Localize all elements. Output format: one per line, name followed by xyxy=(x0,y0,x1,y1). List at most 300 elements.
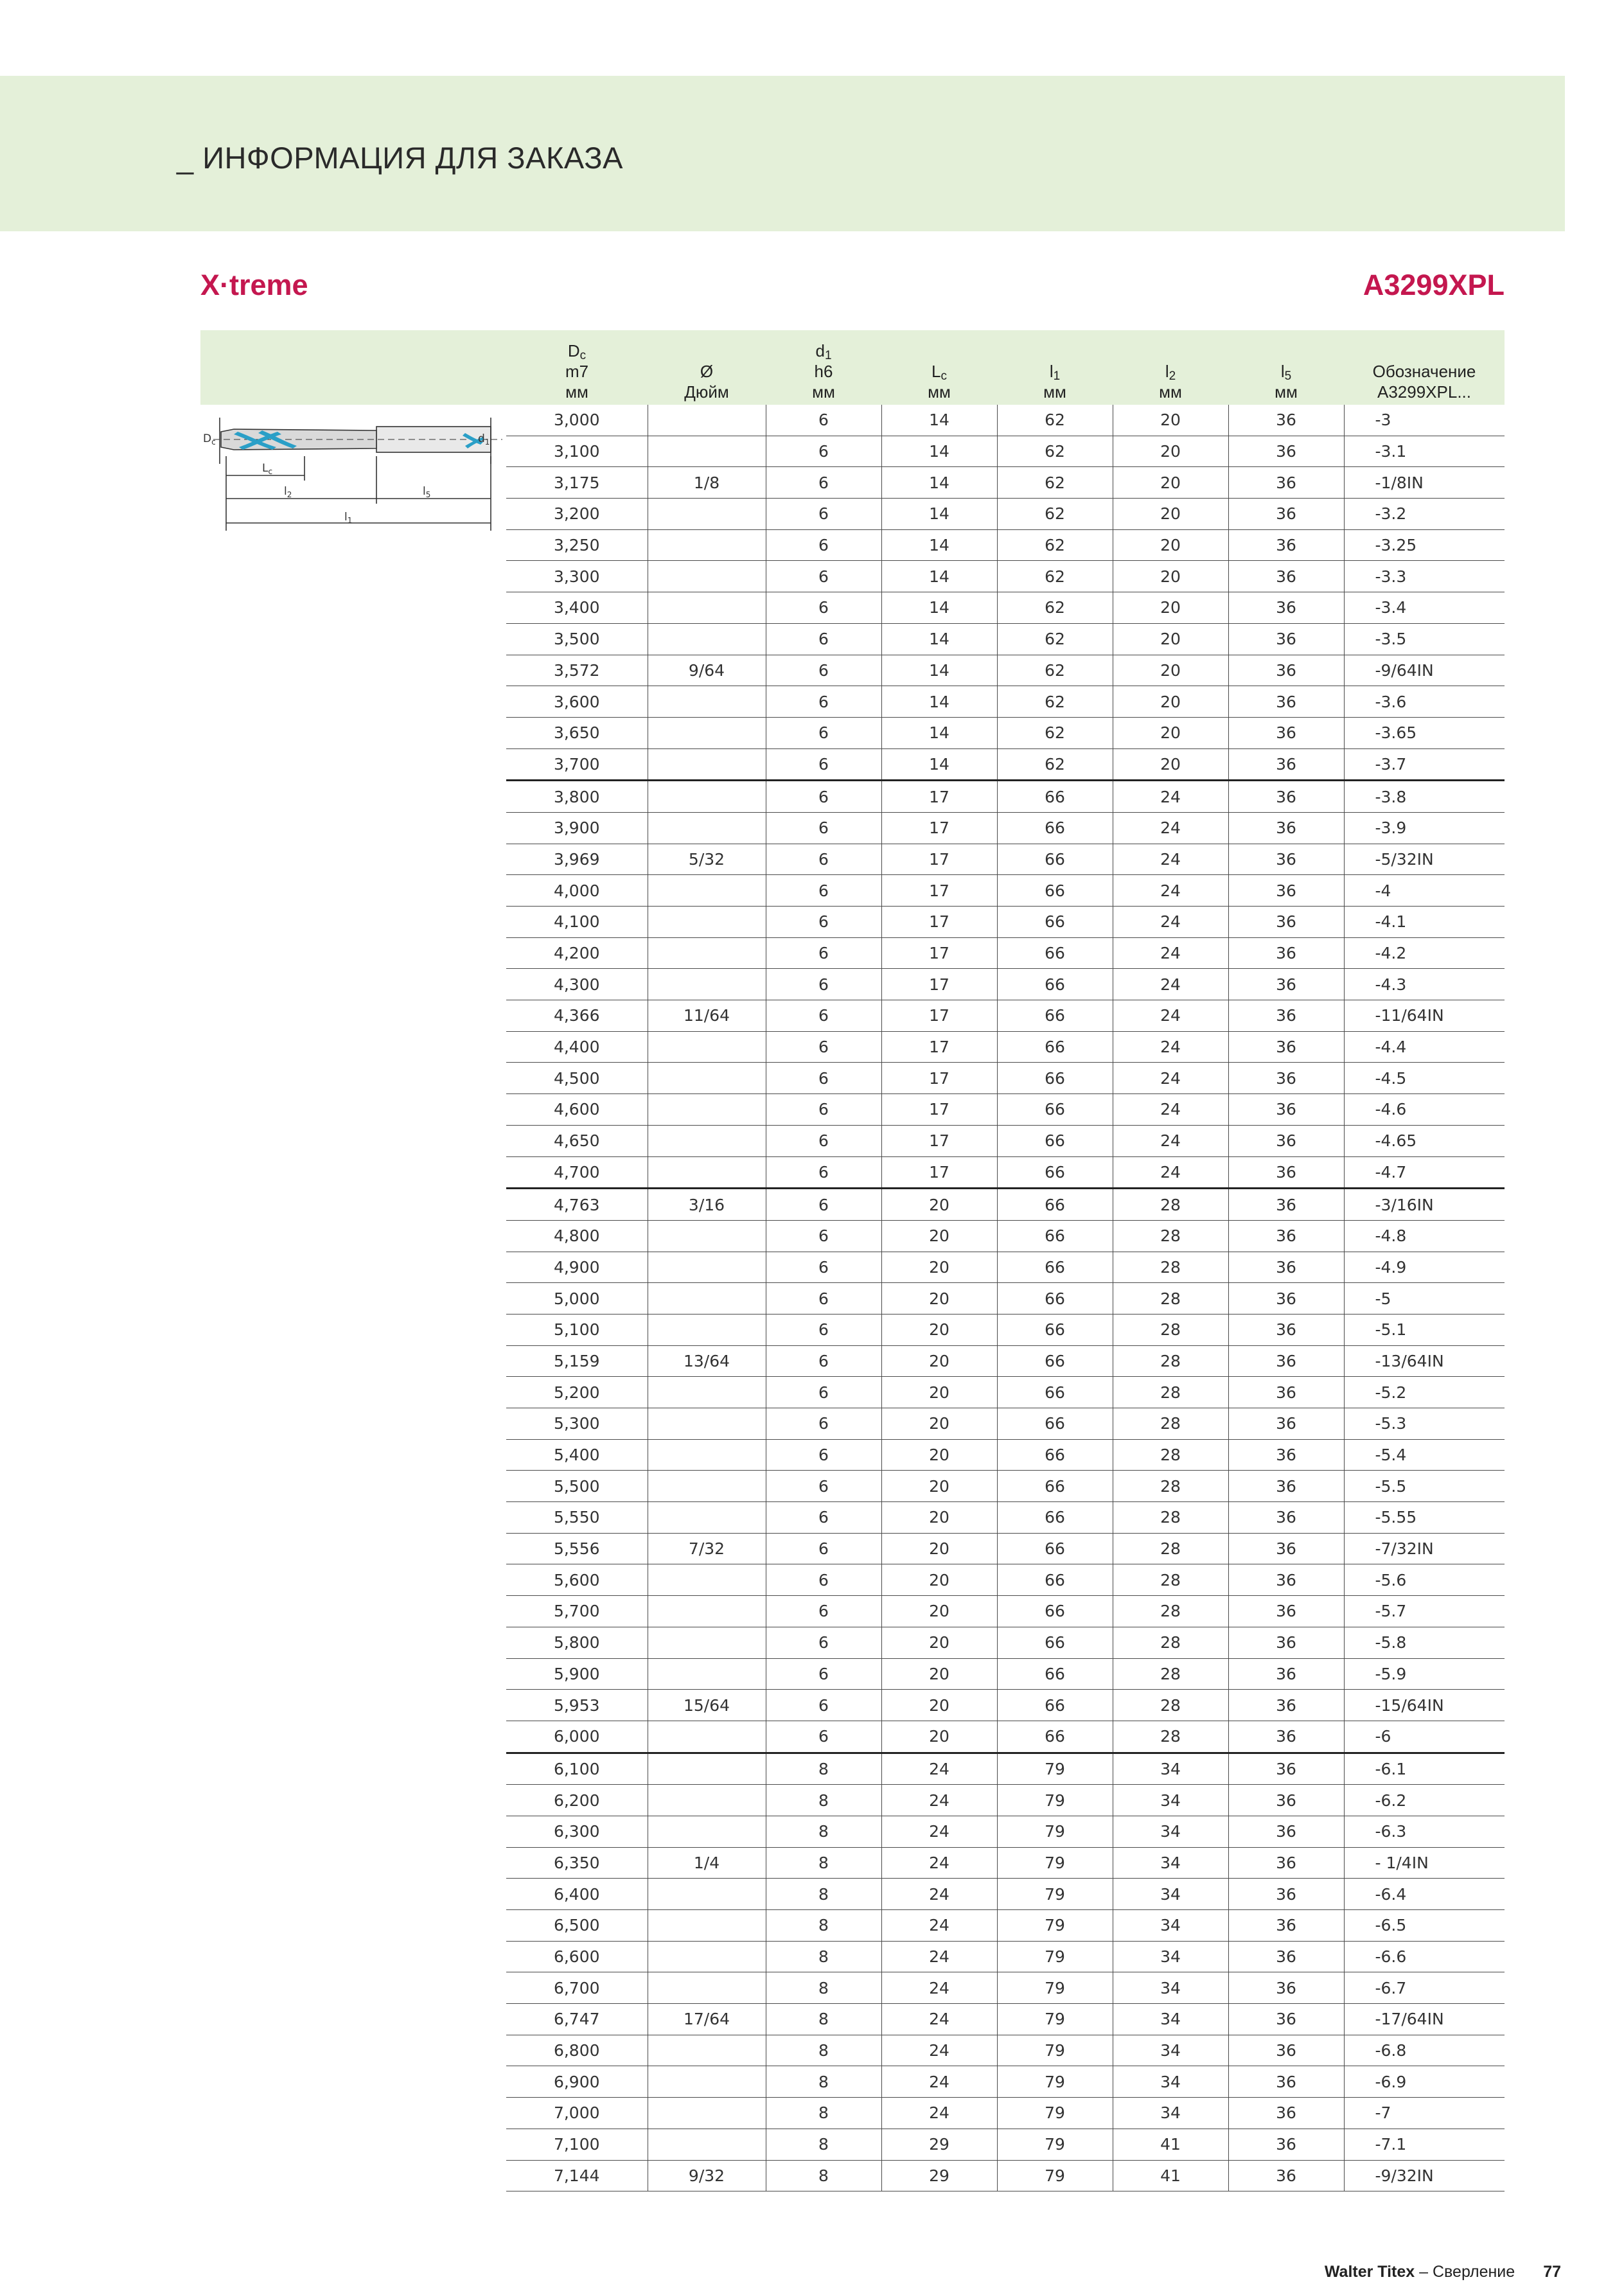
cell-d1: 6 xyxy=(766,561,881,592)
cell-inch: 9/64 xyxy=(648,655,766,686)
cell-inch xyxy=(648,1596,766,1627)
cell-lc: 14 xyxy=(881,529,997,561)
cell-inch: 7/32 xyxy=(648,1533,766,1564)
table-row xyxy=(506,1847,1505,1879)
cell-lc: 20 xyxy=(881,1502,997,1534)
cell-l2: 20 xyxy=(1113,748,1228,781)
cell-l2: 28 xyxy=(1113,1690,1228,1721)
cell-l2: 20 xyxy=(1113,499,1228,530)
cell-d1: 8 xyxy=(766,2129,881,2160)
cell-l2: 34 xyxy=(1113,1753,1228,1785)
cell-d1: 6 xyxy=(766,1377,881,1408)
cell-dc: 4,100 xyxy=(506,907,648,938)
cell-d1: 6 xyxy=(766,1345,881,1377)
cell-dc: 4,763 xyxy=(506,1189,648,1221)
table-row xyxy=(506,686,1505,718)
cell-lc: 17 xyxy=(881,907,997,938)
cell-inch: 11/64 xyxy=(648,1000,766,1032)
cell-l2: 34 xyxy=(1113,1785,1228,1816)
table-row xyxy=(506,1972,1505,2004)
cell-dc: 6,600 xyxy=(506,1941,648,1972)
cell-l2: 34 xyxy=(1113,1879,1228,1910)
cell-lc: 17 xyxy=(881,1156,997,1189)
cell-dc: 3,572 xyxy=(506,655,648,686)
cell-d1: 6 xyxy=(766,1439,881,1471)
cell-l1: 62 xyxy=(997,623,1113,655)
cell-inch xyxy=(648,781,766,813)
table-row xyxy=(506,1252,1505,1283)
cell-d1: 6 xyxy=(766,1658,881,1690)
cell-d1: 6 xyxy=(766,937,881,969)
cell-l5: 36 xyxy=(1228,2066,1344,2098)
cell-d1: 6 xyxy=(766,529,881,561)
cell-inch xyxy=(648,1502,766,1534)
cell-dc: 4,366 xyxy=(506,1000,648,1032)
cell-lc: 24 xyxy=(881,1816,997,1847)
col-header-inch: Ø Дюйм xyxy=(684,362,729,402)
cell-l5: 36 xyxy=(1228,1753,1344,1785)
cell-l2: 20 xyxy=(1113,436,1228,467)
table-row xyxy=(506,1063,1505,1094)
cell-l1: 62 xyxy=(997,748,1113,781)
cell-l5: 36 xyxy=(1228,1910,1344,1942)
cell-dc: 6,500 xyxy=(506,1910,648,1942)
cell-l1: 66 xyxy=(997,812,1113,844)
cell-lc: 14 xyxy=(881,623,997,655)
cell-lc: 20 xyxy=(881,1283,997,1315)
cell-l1: 66 xyxy=(997,1439,1113,1471)
cell-lc: 20 xyxy=(881,1721,997,1753)
cell-designation: -7.1 xyxy=(1344,2129,1505,2160)
cell-l1: 79 xyxy=(997,1972,1113,2004)
cell-l2: 24 xyxy=(1113,969,1228,1000)
cell-l1: 66 xyxy=(997,781,1113,813)
cell-dc: 3,175 xyxy=(506,467,648,499)
cell-dc: 6,350 xyxy=(506,1847,648,1879)
cell-l1: 79 xyxy=(997,2066,1113,2098)
cell-dc: 3,800 xyxy=(506,781,648,813)
page-footer xyxy=(1325,2263,1561,2281)
cell-designation: -3.7 xyxy=(1344,748,1505,781)
cell-l2: 24 xyxy=(1113,844,1228,875)
cell-l1: 66 xyxy=(997,1252,1113,1283)
cell-dc: 3,600 xyxy=(506,686,648,718)
cell-lc: 20 xyxy=(881,1220,997,1252)
table-row xyxy=(506,623,1505,655)
cell-dc: 6,100 xyxy=(506,1753,648,1785)
cell-dc: 5,300 xyxy=(506,1408,648,1440)
cell-dc: 4,000 xyxy=(506,875,648,907)
cell-designation: -6.2 xyxy=(1344,1785,1505,1816)
table-row xyxy=(506,1721,1505,1753)
cell-designation: - 1/4IN xyxy=(1344,1847,1505,1879)
cell-lc: 24 xyxy=(881,2066,997,2098)
table-row xyxy=(506,1879,1505,1910)
cell-l5: 36 xyxy=(1228,467,1344,499)
table-row xyxy=(506,561,1505,592)
cell-l1: 79 xyxy=(997,1910,1113,1942)
cell-inch: 1/4 xyxy=(648,1847,766,1879)
cell-l5: 36 xyxy=(1228,1627,1344,1658)
cell-dc: 3,700 xyxy=(506,748,648,781)
cell-l1: 66 xyxy=(997,1125,1113,1156)
cell-dc: 3,650 xyxy=(506,717,648,748)
cell-d1: 6 xyxy=(766,1596,881,1627)
cell-l2: 28 xyxy=(1113,1345,1228,1377)
cell-l1: 66 xyxy=(997,1314,1113,1345)
cell-lc: 24 xyxy=(881,1879,997,1910)
cell-l5: 36 xyxy=(1228,1879,1344,1910)
cell-lc: 20 xyxy=(881,1377,997,1408)
cell-l1: 66 xyxy=(997,1627,1113,1658)
cell-l2: 20 xyxy=(1113,655,1228,686)
cell-designation: -3.25 xyxy=(1344,529,1505,561)
col-header-l5: $l_5$ мм xyxy=(1275,362,1298,402)
cell-lc: 17 xyxy=(881,937,997,969)
cell-l2: 28 xyxy=(1113,1658,1228,1690)
cell-l5: 36 xyxy=(1228,529,1344,561)
cell-lc: 24 xyxy=(881,1910,997,1942)
cell-l1: 66 xyxy=(997,1156,1113,1189)
cell-inch xyxy=(648,1408,766,1440)
cell-l5: 36 xyxy=(1228,1345,1344,1377)
cell-l5: 36 xyxy=(1228,436,1344,467)
cell-l5: 36 xyxy=(1228,748,1344,781)
cell-lc: 20 xyxy=(881,1345,997,1377)
cell-l1: 66 xyxy=(997,1721,1113,1753)
cell-designation: -5.8 xyxy=(1344,1627,1505,1658)
cell-l1: 66 xyxy=(997,1690,1113,1721)
table-row xyxy=(506,1627,1505,1658)
cell-designation: -4.65 xyxy=(1344,1125,1505,1156)
cell-l2: 28 xyxy=(1113,1439,1228,1471)
cell-lc: 17 xyxy=(881,812,997,844)
cell-dc: 5,000 xyxy=(506,1283,648,1315)
cell-dc: 6,000 xyxy=(506,1721,648,1753)
cell-inch xyxy=(648,937,766,969)
cell-lc: 17 xyxy=(881,1094,997,1126)
cell-lc: 17 xyxy=(881,1125,997,1156)
table-row xyxy=(506,1564,1505,1596)
table-row xyxy=(506,2035,1505,2066)
cell-l5: 36 xyxy=(1228,1156,1344,1189)
product-code: A3299XPL xyxy=(1363,269,1505,301)
cell-l2: 28 xyxy=(1113,1220,1228,1252)
cell-designation: -3.2 xyxy=(1344,499,1505,530)
table-row xyxy=(506,1941,1505,1972)
cell-d1: 6 xyxy=(766,1156,881,1189)
cell-lc: 24 xyxy=(881,2035,997,2066)
cell-inch xyxy=(648,1564,766,1596)
cell-d1: 6 xyxy=(766,623,881,655)
cell-lc: 14 xyxy=(881,467,997,499)
cell-inch: 1/8 xyxy=(648,467,766,499)
cell-designation: -5/32IN xyxy=(1344,844,1505,875)
cell-l1: 66 xyxy=(997,1094,1113,1126)
table-row xyxy=(506,812,1505,844)
cell-l1: 66 xyxy=(997,1408,1113,1440)
table-row xyxy=(506,1031,1505,1063)
cell-inch: 13/64 xyxy=(648,1345,766,1377)
cell-lc: 24 xyxy=(881,1972,997,2004)
cell-designation: -5 xyxy=(1344,1283,1505,1315)
cell-dc: 6,300 xyxy=(506,1816,648,1847)
cell-designation: -5.55 xyxy=(1344,1502,1505,1534)
cell-inch xyxy=(648,1314,766,1345)
cell-d1: 8 xyxy=(766,1816,881,1847)
cell-l2: 34 xyxy=(1113,2035,1228,2066)
cell-inch xyxy=(648,1941,766,1972)
cell-dc: 5,100 xyxy=(506,1314,648,1345)
cell-dc: 4,650 xyxy=(506,1125,648,1156)
table-row xyxy=(506,1690,1505,1721)
table-row xyxy=(506,1910,1505,1942)
cell-designation: -5.6 xyxy=(1344,1564,1505,1596)
cell-l2: 34 xyxy=(1113,1816,1228,1847)
cell-designation: -7 xyxy=(1344,2098,1505,2129)
cell-l1: 62 xyxy=(997,467,1113,499)
cell-inch xyxy=(648,717,766,748)
cell-lc: 17 xyxy=(881,844,997,875)
cell-inch xyxy=(648,499,766,530)
cell-inch xyxy=(648,1063,766,1094)
table-row xyxy=(506,2129,1505,2160)
cell-designation: -6.3 xyxy=(1344,1816,1505,1847)
cell-l2: 28 xyxy=(1113,1502,1228,1534)
cell-dc: 4,600 xyxy=(506,1094,648,1126)
cell-l2: 20 xyxy=(1113,592,1228,624)
diagram-label-l1: $l_1$ xyxy=(344,511,353,525)
cell-d1: 8 xyxy=(766,2098,881,2129)
cell-dc: 4,500 xyxy=(506,1063,648,1094)
diagram-label-l5: $l_5$ xyxy=(423,485,431,499)
cell-lc: 20 xyxy=(881,1439,997,1471)
cell-designation: -6.6 xyxy=(1344,1941,1505,1972)
cell-d1: 6 xyxy=(766,1000,881,1032)
table-row xyxy=(506,655,1505,686)
cell-lc: 20 xyxy=(881,1533,997,1564)
cell-lc: 20 xyxy=(881,1471,997,1502)
cell-inch xyxy=(648,969,766,1000)
cell-l2: 24 xyxy=(1113,907,1228,938)
cell-l2: 28 xyxy=(1113,1564,1228,1596)
cell-lc: 20 xyxy=(881,1314,997,1345)
cell-l5: 36 xyxy=(1228,1564,1344,1596)
cell-d1: 6 xyxy=(766,467,881,499)
footer-brand: Walter Titex xyxy=(1324,2263,1415,2281)
cell-l5: 36 xyxy=(1228,937,1344,969)
table-row xyxy=(506,1785,1505,1816)
cell-l5: 36 xyxy=(1228,499,1344,530)
cell-l5: 36 xyxy=(1228,1000,1344,1032)
cell-designation: -5.1 xyxy=(1344,1314,1505,1345)
cell-dc: 4,700 xyxy=(506,1156,648,1189)
cell-d1: 6 xyxy=(766,781,881,813)
table-row xyxy=(506,499,1505,530)
cell-inch xyxy=(648,405,766,436)
cell-lc: 14 xyxy=(881,405,997,436)
cell-designation: -4.9 xyxy=(1344,1252,1505,1283)
cell-lc: 29 xyxy=(881,2129,997,2160)
cell-lc: 14 xyxy=(881,499,997,530)
table-row xyxy=(506,1753,1505,1785)
cell-l1: 66 xyxy=(997,1471,1113,1502)
cell-l2: 28 xyxy=(1113,1283,1228,1315)
cell-l5: 36 xyxy=(1228,875,1344,907)
cell-l2: 41 xyxy=(1113,2129,1228,2160)
cell-lc: 20 xyxy=(881,1408,997,1440)
cell-designation: -3 xyxy=(1344,405,1505,436)
cell-lc: 24 xyxy=(881,1941,997,1972)
cell-dc: 6,900 xyxy=(506,2066,648,2098)
cell-lc: 24 xyxy=(881,1847,997,1879)
cell-inch xyxy=(648,1972,766,2004)
cell-l5: 36 xyxy=(1228,2129,1344,2160)
cell-d1: 8 xyxy=(766,1785,881,1816)
cell-designation: -3.9 xyxy=(1344,812,1505,844)
cell-l1: 66 xyxy=(997,907,1113,938)
cell-d1: 6 xyxy=(766,436,881,467)
cell-dc: 5,500 xyxy=(506,1471,648,1502)
cell-inch xyxy=(648,1156,766,1189)
diagram-label-d1: $d_1$ xyxy=(478,432,490,447)
cell-designation: -6.1 xyxy=(1344,1753,1505,1785)
cell-l5: 36 xyxy=(1228,1690,1344,1721)
cell-l1: 66 xyxy=(997,1189,1113,1221)
cell-l5: 36 xyxy=(1228,1533,1344,1564)
cell-l2: 34 xyxy=(1113,1941,1228,1972)
cell-l2: 34 xyxy=(1113,2066,1228,2098)
cell-designation: -4.4 xyxy=(1344,1031,1505,1063)
cell-inch: 3/16 xyxy=(648,1189,766,1221)
cell-inch xyxy=(648,1753,766,1785)
cell-l2: 24 xyxy=(1113,781,1228,813)
cell-dc: 6,200 xyxy=(506,1785,648,1816)
table-row xyxy=(506,592,1505,624)
cell-d1: 6 xyxy=(766,1314,881,1345)
cell-designation: -9/64IN xyxy=(1344,655,1505,686)
cell-l2: 41 xyxy=(1113,2160,1228,2191)
cell-l5: 36 xyxy=(1228,1972,1344,2004)
cell-l5: 36 xyxy=(1228,1220,1344,1252)
cell-inch xyxy=(648,529,766,561)
cell-l1: 79 xyxy=(997,1816,1113,1847)
col-header-d1: $d_1$ h6 мм xyxy=(812,341,835,402)
cell-d1: 6 xyxy=(766,1533,881,1564)
cell-l1: 66 xyxy=(997,1377,1113,1408)
cell-inch: 5/32 xyxy=(648,844,766,875)
cell-inch: 17/64 xyxy=(648,2004,766,2035)
cell-inch xyxy=(648,1439,766,1471)
cell-dc: 5,159 xyxy=(506,1345,648,1377)
cell-inch xyxy=(648,812,766,844)
cell-designation: -3.4 xyxy=(1344,592,1505,624)
cell-l5: 36 xyxy=(1228,1283,1344,1315)
table-row xyxy=(506,2066,1505,2098)
cell-l5: 36 xyxy=(1228,2004,1344,2035)
cell-l5: 36 xyxy=(1228,686,1344,718)
cell-inch xyxy=(648,1094,766,1126)
cell-l5: 36 xyxy=(1228,1094,1344,1126)
cell-dc: 3,000 xyxy=(506,405,648,436)
cell-l5: 36 xyxy=(1228,1408,1344,1440)
cell-designation: -6 xyxy=(1344,1721,1505,1753)
cell-l2: 24 xyxy=(1113,1063,1228,1094)
cell-lc: 24 xyxy=(881,2004,997,2035)
cell-designation: -6.9 xyxy=(1344,2066,1505,2098)
cell-inch xyxy=(648,2066,766,2098)
cell-d1: 8 xyxy=(766,1941,881,1972)
cell-l1: 66 xyxy=(997,969,1113,1000)
cell-l1: 79 xyxy=(997,2004,1113,2035)
cell-lc: 20 xyxy=(881,1690,997,1721)
cell-l1: 66 xyxy=(997,1220,1113,1252)
cell-dc: 3,250 xyxy=(506,529,648,561)
cell-designation: -6.4 xyxy=(1344,1879,1505,1910)
cell-inch xyxy=(648,592,766,624)
cell-lc: 17 xyxy=(881,781,997,813)
table-row xyxy=(506,1533,1505,1564)
col-header-l2: $l_2$ мм xyxy=(1159,362,1182,402)
cell-dc: 5,900 xyxy=(506,1658,648,1690)
table-row xyxy=(506,748,1505,781)
cell-inch xyxy=(648,561,766,592)
cell-l5: 36 xyxy=(1228,2035,1344,2066)
cell-lc: 29 xyxy=(881,2160,997,2191)
cell-inch xyxy=(648,748,766,781)
cell-dc: 3,900 xyxy=(506,812,648,844)
cell-designation: -4.7 xyxy=(1344,1156,1505,1189)
table-row xyxy=(506,2160,1505,2191)
cell-inch xyxy=(648,1785,766,1816)
cell-inch xyxy=(648,1031,766,1063)
cell-lc: 24 xyxy=(881,1753,997,1785)
cell-inch xyxy=(648,1252,766,1283)
cell-l5: 36 xyxy=(1228,623,1344,655)
cell-l5: 36 xyxy=(1228,592,1344,624)
cell-d1: 6 xyxy=(766,812,881,844)
cell-l1: 66 xyxy=(997,1502,1113,1534)
cell-designation: -13/64IN xyxy=(1344,1345,1505,1377)
cell-inch xyxy=(648,1721,766,1753)
table-row xyxy=(506,1283,1505,1315)
cell-lc: 17 xyxy=(881,1000,997,1032)
cell-l2: 28 xyxy=(1113,1314,1228,1345)
cell-l2: 20 xyxy=(1113,561,1228,592)
cell-inch xyxy=(648,1627,766,1658)
cell-l1: 62 xyxy=(997,529,1113,561)
cell-dc: 4,900 xyxy=(506,1252,648,1283)
cell-l5: 36 xyxy=(1228,1847,1344,1879)
cell-l2: 24 xyxy=(1113,1000,1228,1032)
cell-d1: 6 xyxy=(766,499,881,530)
cell-d1: 8 xyxy=(766,1879,881,1910)
cell-designation: -5.3 xyxy=(1344,1408,1505,1440)
cell-lc: 20 xyxy=(881,1658,997,1690)
cell-l1: 66 xyxy=(997,1658,1113,1690)
cell-l1: 66 xyxy=(997,1063,1113,1094)
cell-dc: 3,400 xyxy=(506,592,648,624)
order-table xyxy=(506,405,1505,2191)
cell-lc: 20 xyxy=(881,1252,997,1283)
cell-inch xyxy=(648,2035,766,2066)
table-row xyxy=(506,1094,1505,1126)
cell-d1: 8 xyxy=(766,1847,881,1879)
cell-d1: 6 xyxy=(766,1031,881,1063)
cell-l5: 36 xyxy=(1228,655,1344,686)
cell-d1: 6 xyxy=(766,1189,881,1221)
cell-l1: 66 xyxy=(997,875,1113,907)
